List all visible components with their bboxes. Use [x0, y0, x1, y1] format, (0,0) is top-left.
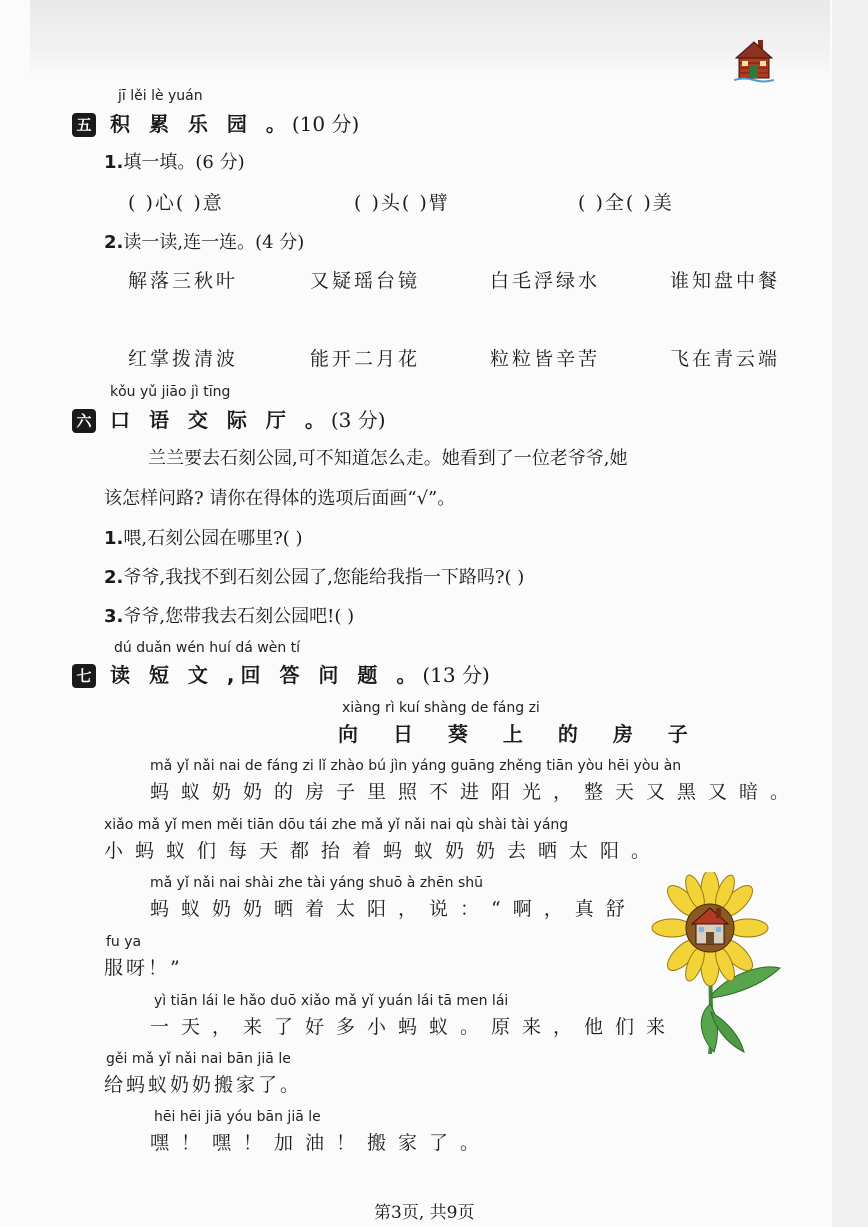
story-line2: 小蚂蚁们每天都抬着蚂蚁奶奶去晒太阳。 — [104, 840, 663, 862]
sec5-badge: 五 — [72, 113, 96, 137]
fill-blank-1[interactable]: ( )心( )意 — [128, 192, 224, 214]
story-line3-pinyin: mǎ yǐ nǎi nai shài zhe tài yáng shuō à zhēn shū — [150, 875, 484, 891]
story-line7: 嘿！嘿！加油！搬家了。 — [150, 1132, 492, 1154]
option-1[interactable] — [104, 524, 303, 550]
match-bottom-1[interactable]: 红掌拨清波 — [128, 348, 239, 370]
header-band — [30, 0, 830, 82]
sec7-pinyin: dú duǎn wén huí dá wèn tí — [114, 640, 301, 656]
option-2-text: 爷爷,我找不到石刻公园了,您能给我指一下路吗?( ) — [123, 567, 525, 588]
sec6-heading — [110, 404, 386, 433]
page-footer: 第3页, 共9页 — [374, 1203, 475, 1223]
match-bottom-3[interactable]: 粒粒皆辛苦 — [490, 348, 601, 370]
story-line5: 一天，来了好多小蚂蚁。原来，他们来 — [150, 1016, 678, 1038]
story-line2-pinyin: xiǎo mǎ yǐ men měi tiān dōu tái zhe mǎ yǐ nǎi nai qù shài tài yáng — [104, 817, 569, 833]
sec5-score: (10 分) — [291, 112, 360, 136]
story-line4-pinyin: fu ya — [106, 934, 142, 950]
sec6-paragraph-line2: 该怎样问路? 请你在得体的选项后面画“√”。 — [104, 488, 456, 509]
sec7-title: 读 短 文 ,回 答 问 题 。 — [110, 663, 423, 687]
option-1-text: 喂,石刻公园在哪里?( ) — [123, 528, 303, 549]
sec5-q1-text: 填一填。(6 分) — [123, 152, 245, 173]
option-1-num: 1. — [104, 528, 124, 549]
sec7-badge: 七 — [72, 664, 96, 688]
match-bottom-2[interactable]: 能开二月花 — [310, 348, 421, 370]
story-line3: 蚂蚁奶奶晒着太阳，说：“啊，真舒 — [150, 898, 637, 920]
story-line6-pinyin: gěi mǎ yǐ nǎi nai bān jiā le — [106, 1051, 291, 1067]
option-2[interactable] — [104, 563, 524, 589]
sec6-paragraph-line1: 兰兰要去石刻公园,可不知道怎么走。她看到了一位老爷爷,她 — [148, 448, 628, 469]
story-line4: 服呀！” — [104, 957, 183, 979]
sunflower-house-icon — [638, 872, 788, 1054]
match-top-3[interactable]: 白毛浮绿水 — [490, 270, 601, 292]
sec5-q2-num: 2. — [104, 232, 124, 253]
option-3[interactable] — [104, 602, 354, 628]
story-title: 向 日 葵 上 的 房 子 — [338, 722, 702, 746]
sec7-score: (13 分) — [422, 663, 490, 687]
sec5-q2-text: 读一读,连一连。(4 分) — [123, 232, 305, 253]
page-edge — [832, 0, 868, 1227]
match-top-2[interactable]: 又疑瑶台镜 — [310, 270, 421, 292]
sec6-title: 口 语 交 际 厅 。 — [110, 408, 331, 432]
sec5-q1 — [104, 148, 245, 174]
sec6-badge: 六 — [72, 409, 96, 433]
story-line1-pinyin: mǎ yǐ nǎi nai de fáng zi lǐ zhào bú jìn yáng guāng zhěng tiān yòu hēi yòu àn — [150, 758, 682, 774]
option-3-text: 爷爷,您带我去石刻公园吧!( ) — [123, 606, 355, 627]
sec5-q1-num: 1. — [104, 152, 124, 173]
story-line5-pinyin: yì tiān lái le hǎo duō xiǎo mǎ yǐ yuán lái tā men lái — [154, 993, 509, 1009]
sec5-pinyin: jī lěi lè yuán — [118, 88, 203, 104]
story-title-pinyin: xiàng rì kuí shàng de fáng zi — [342, 700, 540, 716]
sec6-pinyin: kǒu yǔ jiāo jì tīng — [110, 384, 231, 400]
option-2-num: 2. — [104, 567, 124, 588]
match-top-1[interactable]: 解落三秋叶 — [128, 270, 239, 292]
sec5-title: 积 累 乐 园 。 — [110, 112, 292, 136]
sec7-heading — [110, 659, 490, 688]
sec6-score: (3 分) — [330, 408, 386, 432]
story-line6: 给蚂蚁奶奶搬家了。 — [104, 1074, 303, 1096]
match-top-4[interactable]: 谁知盘中餐 — [670, 270, 781, 292]
house-icon — [734, 38, 774, 84]
story-line7-pinyin: hēi hēi jiā yóu bān jiā le — [154, 1109, 321, 1125]
story-line1: 蚂蚁奶奶的房子里照不进阳光，整天又黑又暗。 — [150, 781, 802, 803]
match-bottom-4[interactable]: 飞在青云端 — [670, 348, 781, 370]
fill-blank-3[interactable]: ( )全( )美 — [578, 192, 674, 214]
sec5-heading — [110, 108, 359, 137]
option-3-num: 3. — [104, 606, 124, 627]
fill-blank-2[interactable]: ( )头( )臂 — [354, 192, 450, 214]
sec5-q2 — [104, 228, 304, 254]
